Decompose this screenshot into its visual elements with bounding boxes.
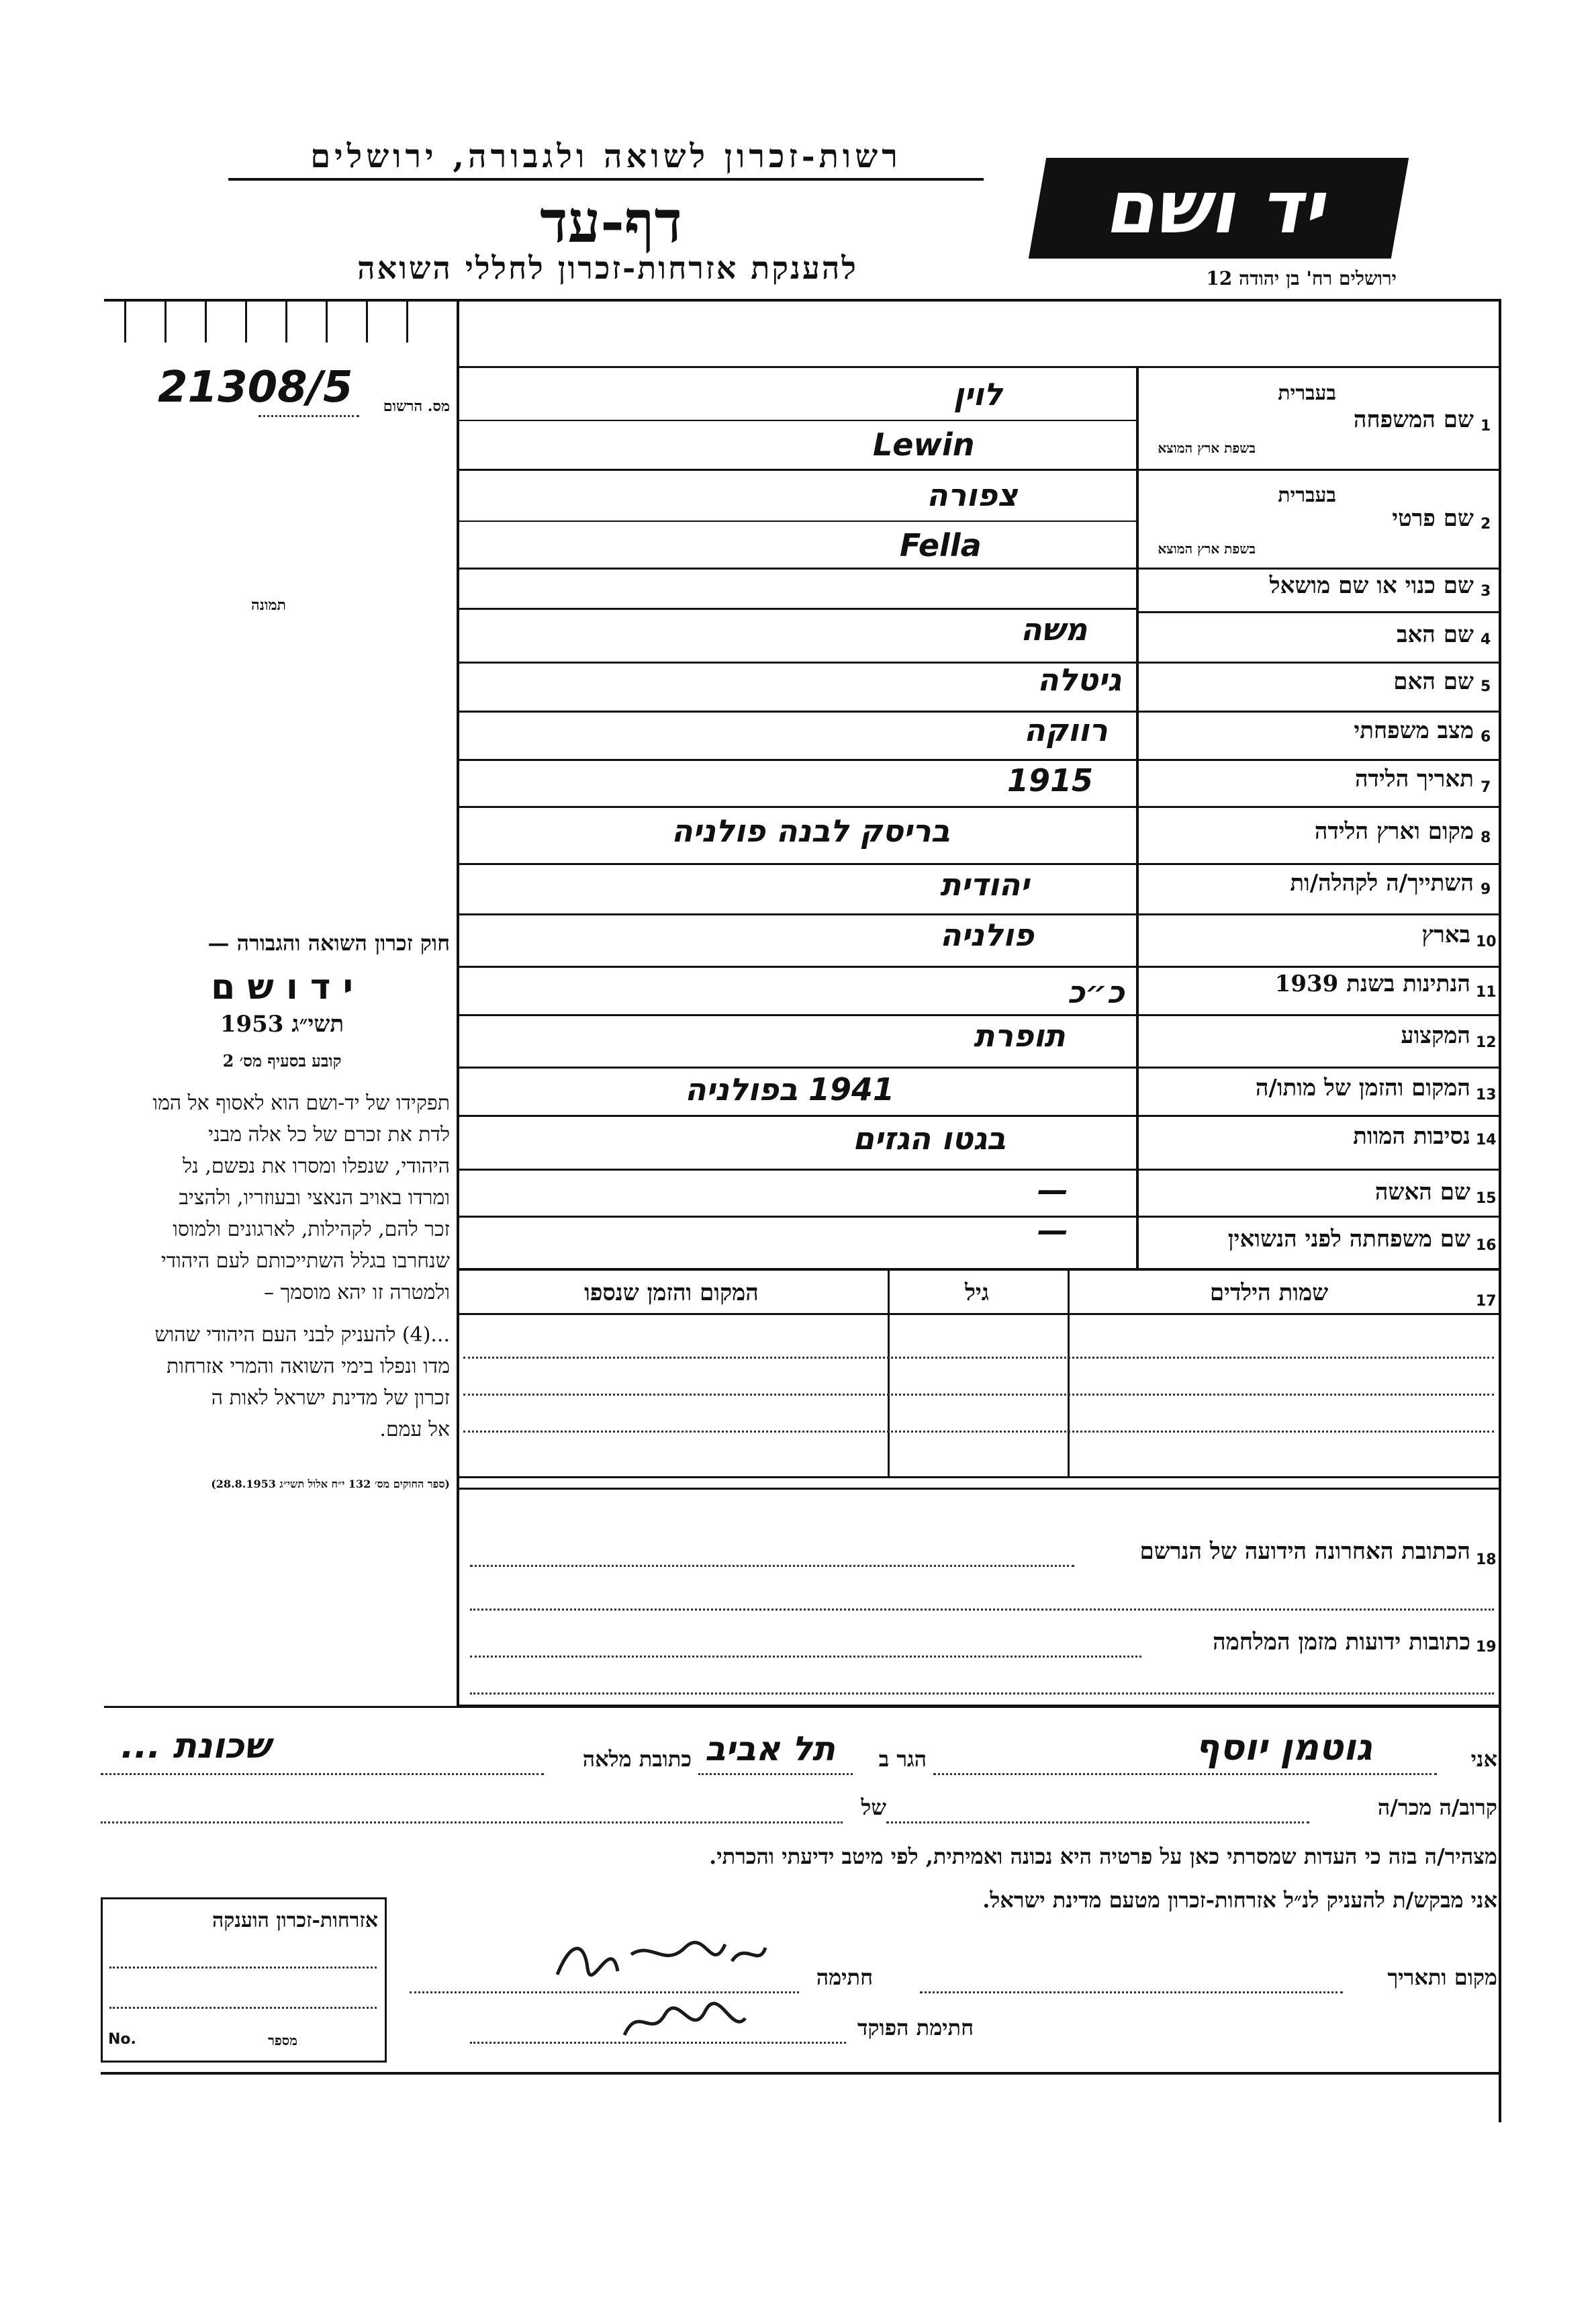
field-14-label: נסיבות המוות	[1353, 1123, 1470, 1150]
form-subtitle: להענקת אזרחות-זכרון לחללי השואה	[357, 250, 858, 286]
law-line-5: זכר להם, לקהילות, לארגונים ולמוסו	[173, 1218, 450, 1241]
field-5-number: 5	[1481, 678, 1491, 695]
field-8-value[interactable]: בריסק לבנה פולניה	[671, 813, 950, 849]
field-1-label: שם המשפחה	[1353, 406, 1474, 433]
form-title: דף-עד	[540, 188, 682, 256]
field-6-number: 6	[1481, 729, 1491, 745]
field-7-label: תאריך הלידה	[1354, 766, 1474, 793]
law-name: י ד ו ש ם	[211, 967, 353, 1007]
registration-label: מס. הרשום	[383, 398, 450, 415]
field-5-value[interactable]: גיטלה	[1037, 662, 1121, 698]
full-address-value[interactable]: שכונת ...	[121, 1726, 271, 1766]
field-10-label: בארץ	[1421, 921, 1470, 948]
field-14-value[interactable]: בגטו הגזים	[853, 1120, 1006, 1157]
law-footnote: (ספר החוקים מס׳ 132 י״ח אלול תשי״ג 28.8.1953)	[211, 1478, 450, 1490]
field-4-number: 4	[1481, 631, 1491, 648]
logo-text: יד ושם	[1101, 166, 1336, 250]
officer-signature-label: חתימת הפוקד	[857, 2015, 974, 2040]
field-6-label: מצב משפחתי	[1354, 717, 1474, 744]
statement-2: אני מבקש/ת להעניק לנ״ל אזרחות-זכרון מטעם מדינת ישראל.	[982, 1887, 1497, 1913]
resident-city[interactable]: תל אביב	[705, 1729, 835, 1768]
yad-vashem-logo	[1029, 158, 1409, 259]
field-2-label: שם פרטי	[1392, 505, 1474, 532]
place-date-label: מקום ותאריך	[1387, 1964, 1497, 1990]
resident-label: הגר ב	[878, 1746, 927, 1772]
field-2-sub-hebrew: בעברית	[1278, 484, 1336, 507]
field-15-value[interactable]: —	[1037, 1172, 1068, 1208]
law-clause: קובע בסעיף מס׳ 2	[222, 1051, 342, 1071]
field-1-sub-origin: בשפת ארץ המוצא	[1158, 440, 1256, 456]
law-title: חוק זכרון השואה והגבורה —	[207, 930, 450, 956]
field-12-number: 12	[1476, 1034, 1497, 1051]
field-2-hebrew-value[interactable]: צפורה	[927, 477, 1018, 513]
of-label: של	[861, 1795, 886, 1820]
field-2-origin-value[interactable]: Fella	[900, 527, 982, 563]
field-16-value[interactable]: —	[1037, 1212, 1068, 1249]
field-4-label: שם האב	[1397, 621, 1474, 648]
law-line-3: היהודי, שנפלו ומסרו את נפשם, נל	[183, 1155, 450, 1178]
field-13-label: המקום והזמן של מותו/ה	[1255, 1075, 1470, 1101]
field-15-number: 15	[1476, 1190, 1497, 1207]
field-7-value[interactable]: 1915	[1007, 762, 1094, 799]
law-line-11: אל עמם.	[379, 1418, 450, 1441]
field-11-value[interactable]: כ״כ	[1068, 974, 1125, 1010]
law-line-10: זכרון של מדינת ישראל לאות ה	[211, 1386, 450, 1410]
children-header-names: שמות הילדים	[1209, 1279, 1329, 1306]
law-line-9: מדו ונפלו בימי השואה והמרי אזרחות	[167, 1355, 450, 1378]
field-5-label: שם האם	[1393, 668, 1474, 695]
field-14-number: 14	[1476, 1132, 1497, 1148]
law-year: תשי״ג 1953	[220, 1011, 344, 1038]
field-6-value[interactable]: רווקה	[1024, 712, 1108, 748]
field-11-label: הנתינות בשנת 1939	[1274, 970, 1470, 997]
field-9-value[interactable]: יהודית	[940, 866, 1029, 903]
field-18-label: הכתובת האחרונה הידועה של הנרשם	[1139, 1538, 1470, 1565]
officer-signature	[618, 1998, 752, 2045]
law-line-8: ...(4) להעניק לבני העם היהודי שהוש	[154, 1323, 450, 1347]
field-1-number: 1	[1481, 418, 1491, 435]
field-1-sub-hebrew: בעברית	[1278, 381, 1336, 405]
law-line-4: ומרדו באויב הנאצי ובעוזריו, ולהציב	[179, 1186, 450, 1210]
registration-number: 21308/5	[158, 363, 353, 412]
children-header-age: גיל	[964, 1279, 990, 1306]
citizenship-no: No.	[108, 2031, 136, 2048]
field-12-label: המקצוע	[1401, 1022, 1470, 1049]
field-10-number: 10	[1476, 934, 1497, 950]
field-9-number: 9	[1481, 881, 1491, 898]
field-4-value[interactable]: משה	[1021, 611, 1088, 647]
field-3-label: שם כנוי או שם מושאל	[1269, 572, 1474, 599]
field-19-number: 19	[1476, 1639, 1497, 1656]
field-13-number: 13	[1476, 1087, 1497, 1103]
field-10-value[interactable]: פולניה	[940, 917, 1034, 953]
field-8-number: 8	[1481, 829, 1491, 846]
declarant-name[interactable]: גוטמן יוסף	[1195, 1726, 1372, 1768]
field-11-number: 11	[1476, 984, 1497, 1001]
field-16-number: 16	[1476, 1237, 1497, 1254]
field-1-origin-value[interactable]: Lewin	[873, 426, 975, 463]
full-address-label: כתובת מלאה	[582, 1746, 692, 1772]
field-19-label: כתובות ידועות מזמן המלחמה	[1213, 1629, 1470, 1656]
field-9-label: השתייך/ה לקהלה/ות	[1290, 870, 1474, 897]
children-header-place-time: המקום והזמן שנספו	[584, 1279, 759, 1306]
field-8-label: מקום וארץ הלידה	[1314, 818, 1474, 845]
field-7-number: 7	[1481, 779, 1491, 796]
field-18-number: 18	[1476, 1551, 1497, 1568]
field-16-label: שם משפחתה לפני הנשואין	[1227, 1226, 1470, 1253]
field-2-sub-origin: בשפת ארץ המוצא	[1158, 541, 1256, 557]
field-12-value[interactable]: תופרת	[974, 1018, 1066, 1054]
photo-label: תמונה	[251, 596, 286, 614]
relative-label: קרוב/ה מכר/ה	[1377, 1795, 1497, 1820]
field-15-label: שם האשה	[1374, 1179, 1470, 1206]
field-17-number: 17	[1476, 1293, 1497, 1310]
law-line-2: לדת את זכרם של כל אלה מבני	[208, 1123, 450, 1146]
field-2-number: 2	[1481, 516, 1491, 533]
statement-1: מצהיר/ה בזה כי העדות שמסרתי כאן על פרטיה היא נכונה ואמיתית, לפי מיטב ידיעתי והכרתי.	[709, 1844, 1497, 1869]
address: ירושלים רח' בן יהודה 12	[1206, 267, 1397, 289]
declarant-signature	[551, 1928, 772, 1988]
citizenship-number-label: מספר	[268, 2032, 297, 2048]
law-line-1: תפקידו של יד-ושם הוא לאסוף אל המו	[152, 1091, 450, 1115]
authority-title: רשות-זכרון לשואה ולגבורה, ירושלים	[228, 138, 984, 181]
field-13-value[interactable]: 1941 בפולניה	[685, 1071, 894, 1108]
law-line-6: שנחרבו בגלל השתייכותם לעם היהודי	[160, 1249, 450, 1273]
citizenship-box	[101, 1897, 387, 2063]
law-line-7: ולמטרה זו יהא מוסמך –	[264, 1281, 450, 1304]
code-boxes	[124, 299, 460, 363]
signature-label: חתימה	[816, 1964, 873, 1990]
field-3-number: 3	[1481, 583, 1491, 600]
field-1-hebrew-value[interactable]: לוין	[953, 376, 1002, 412]
declaration-ani: אני	[1470, 1746, 1497, 1772]
citizenship-title: אזרחות-זכרון הוענקה	[212, 1909, 378, 1932]
